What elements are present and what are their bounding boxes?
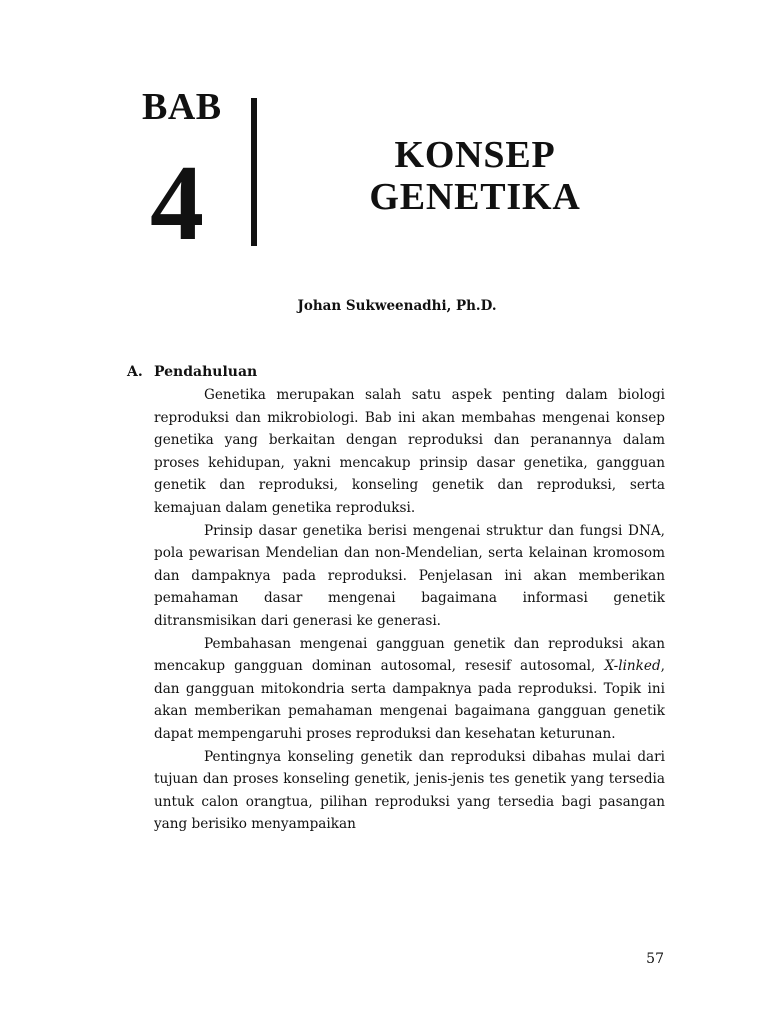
section-letter: A. (127, 364, 143, 380)
section-heading (127, 362, 257, 382)
chapter-title-line-1: KONSEP (394, 134, 556, 176)
paragraph-2: Prinsip dasar genetika berisi mengenai struktur dan fungsi DNA, pola pewarisan Mendelian dan non-Mendelian, serta kelainan kromosom dan dampaknya pada reproduksi. Penjelasan ini akan memberikan pemahaman dasar mengenai bagaimana informasi genetik ditransmisikan dari generasi ke generasi. (154, 522, 665, 629)
chapter-divider (251, 98, 257, 246)
chapter-title-line-2: GENETIKA (369, 176, 581, 218)
paragraph-3-text-end: , dan gangguan mitokondria serta dampaknya pada reproduksi. Topik ini akan memberikan pemahaman mengenai bagaimana gangguan genetik dapat mempengaruhi proses reproduksi dan kesehatan keturunan. (154, 658, 665, 742)
paragraph-4: Pentingnya konseling genetik dan reproduksi dibahas mulai dari tujuan dan proses konseling genetik, jenis-jenis tes genetik yang tersedia untuk calon orangtua, pilihan reproduksi yang tersedia bagi pasangan yang berisiko menyampaikan (154, 748, 665, 833)
chapter-title (330, 134, 620, 218)
paragraph-3-text-start: Pembahasan mengenai gangguan genetik dan reproduksi akan mencakup gangguan dominan autosomal, resesif autosomal, (154, 635, 665, 675)
body-text (154, 384, 665, 836)
paragraph-1: Genetika merupakan salah satu aspek penting dalam biologi reproduksi dan mikrobiologi. Bab ini akan membahas mengenai konsep genetika yang berkaitan dengan reproduksi dan peranannya dalam proses kehidupan, yakni mencakup prinsip dasar genetika, gangguan genetik dan reproduksi, konseling genetik dan reproduksi, serta kemajuan dalam genetika reproduksi. (154, 387, 665, 516)
chapter-label: BAB (142, 86, 222, 128)
section-title: Pendahuluan (154, 364, 258, 380)
paragraph-3-italic-term: X-linked (604, 658, 661, 675)
chapter-number: 4 (150, 144, 204, 263)
paragraph-3 (154, 633, 665, 746)
page-number: 57 (646, 951, 664, 967)
author-name: Johan Sukweenadhi, Ph.D. (297, 298, 497, 314)
